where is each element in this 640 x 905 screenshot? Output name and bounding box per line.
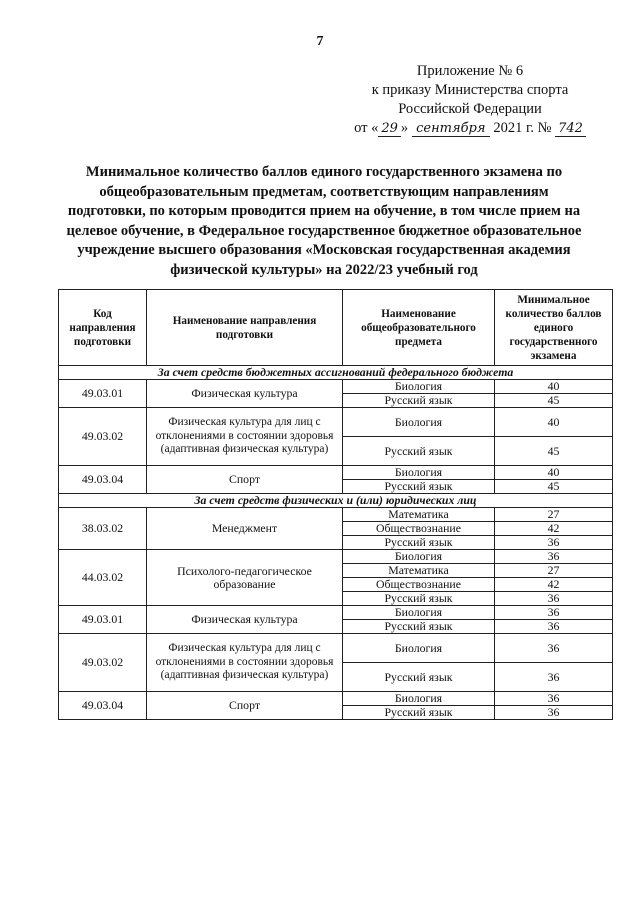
subject-cell: Биология bbox=[343, 692, 495, 706]
program-cell: Физическая культура bbox=[147, 606, 343, 634]
table-header-row bbox=[59, 290, 613, 366]
score-cell: 45 bbox=[495, 394, 613, 408]
subject-cell: Русский язык bbox=[343, 620, 495, 634]
subject-cell: Русский язык bbox=[343, 394, 495, 408]
table-row bbox=[59, 408, 613, 437]
score-cell: 27 bbox=[495, 564, 613, 578]
subject-cell: Обществознание bbox=[343, 578, 495, 592]
score-cell: 36 bbox=[495, 592, 613, 606]
subject-cell: Русский язык bbox=[343, 663, 495, 692]
code-cell: 49.03.02 bbox=[59, 634, 147, 692]
score-cell: 42 bbox=[495, 522, 613, 536]
document-title: Минимальное количество баллов единого государственного экзамена по общеобразовательным предметам, соответствующим направлениям подготовки, по которым проводится прием на обучение, в том числе прием на целевое обучение, в Федеральное государственное бюджетное образовательное учреждение высшего образования «Московская государственная академия физической культуры» на 2022/23 учебный год bbox=[66, 164, 582, 278]
score-cell: 36 bbox=[495, 550, 613, 564]
score-cell: 36 bbox=[495, 620, 613, 634]
score-cell: 36 bbox=[495, 692, 613, 706]
date-prefix: от « bbox=[354, 120, 379, 136]
header-subject: Наименование общеобразовательного предмета bbox=[343, 290, 495, 366]
program-cell: Психолого-педагогическое образование bbox=[147, 550, 343, 606]
subject-cell: Математика bbox=[343, 508, 495, 522]
code-cell: 49.03.04 bbox=[59, 692, 147, 720]
code-cell: 49.03.01 bbox=[59, 380, 147, 408]
scores-table bbox=[58, 289, 613, 720]
score-cell: 45 bbox=[495, 480, 613, 494]
table-row bbox=[59, 466, 613, 480]
score-cell: 40 bbox=[495, 380, 613, 394]
section-paid: За счет средств физических и (или) юридических лиц bbox=[59, 494, 613, 508]
score-cell: 36 bbox=[495, 536, 613, 550]
table-row bbox=[59, 380, 613, 394]
subject-cell: Русский язык bbox=[343, 480, 495, 494]
header-code: Код направления подготовки bbox=[59, 290, 147, 366]
table-row bbox=[59, 508, 613, 522]
program-cell: Спорт bbox=[147, 692, 343, 720]
subject-cell: Русский язык bbox=[343, 706, 495, 720]
score-cell: 36 bbox=[495, 634, 613, 663]
program-cell: Спорт bbox=[147, 466, 343, 494]
handwritten-month: сентября bbox=[412, 122, 490, 137]
code-cell: 44.03.02 bbox=[59, 550, 147, 606]
section-row bbox=[59, 494, 613, 508]
handwritten-day: 29 bbox=[378, 122, 401, 137]
subject-cell: Математика bbox=[343, 564, 495, 578]
program-cell: Физическая культура bbox=[147, 380, 343, 408]
subject-cell: Биология bbox=[343, 466, 495, 480]
appendix-ministry-line: Российской Федерации bbox=[398, 101, 542, 117]
handwritten-order-number: 742 bbox=[555, 122, 586, 137]
appendix-header bbox=[340, 62, 600, 138]
subject-cell: Русский язык bbox=[343, 437, 495, 466]
appendix-title: Приложение № 6 bbox=[416, 63, 524, 79]
header-program: Наименование направления подготовки bbox=[147, 290, 343, 366]
order-date-line bbox=[340, 119, 600, 138]
subject-cell: Биология bbox=[343, 634, 495, 663]
code-cell: 49.03.04 bbox=[59, 466, 147, 494]
score-cell: 36 bbox=[495, 663, 613, 692]
score-cell: 40 bbox=[495, 408, 613, 437]
score-cell: 45 bbox=[495, 437, 613, 466]
program-cell: Менеджмент bbox=[147, 508, 343, 550]
score-cell: 36 bbox=[495, 706, 613, 720]
subject-cell: Обществознание bbox=[343, 522, 495, 536]
table-row bbox=[59, 550, 613, 564]
subject-cell: Биология bbox=[343, 380, 495, 394]
header-min-score: Минимальное количество баллов единого государственного экзамена bbox=[495, 290, 613, 366]
appendix-order-line: к приказу Министерства спорта bbox=[371, 82, 569, 98]
score-cell: 27 bbox=[495, 508, 613, 522]
subject-cell: Биология bbox=[343, 550, 495, 564]
date-year: 2021 г. № bbox=[493, 120, 552, 136]
subject-cell: Русский язык bbox=[343, 536, 495, 550]
score-cell: 40 bbox=[495, 466, 613, 480]
subject-cell: Биология bbox=[343, 606, 495, 620]
table-row bbox=[59, 692, 613, 706]
table-row bbox=[59, 606, 613, 620]
score-cell: 36 bbox=[495, 606, 613, 620]
page-number: 7 bbox=[316, 34, 324, 49]
subject-cell: Русский язык bbox=[343, 592, 495, 606]
table-row bbox=[59, 634, 613, 663]
code-cell: 49.03.02 bbox=[59, 408, 147, 466]
score-cell: 42 bbox=[495, 578, 613, 592]
program-cell: Физическая культура для лиц с отклонениями в состоянии здоровья (адаптивная физическая культура) bbox=[147, 408, 343, 466]
code-cell: 49.03.01 bbox=[59, 606, 147, 634]
section-row bbox=[59, 366, 613, 380]
date-mid: » bbox=[400, 120, 409, 136]
subject-cell: Биология bbox=[343, 408, 495, 437]
code-cell: 38.03.02 bbox=[59, 508, 147, 550]
program-cell: Физическая культура для лиц с отклонениями в состоянии здоровья (адаптивная физическая культура) bbox=[147, 634, 343, 692]
section-budget: За счет средств бюджетных ассигнований федерального бюджета bbox=[59, 366, 613, 380]
